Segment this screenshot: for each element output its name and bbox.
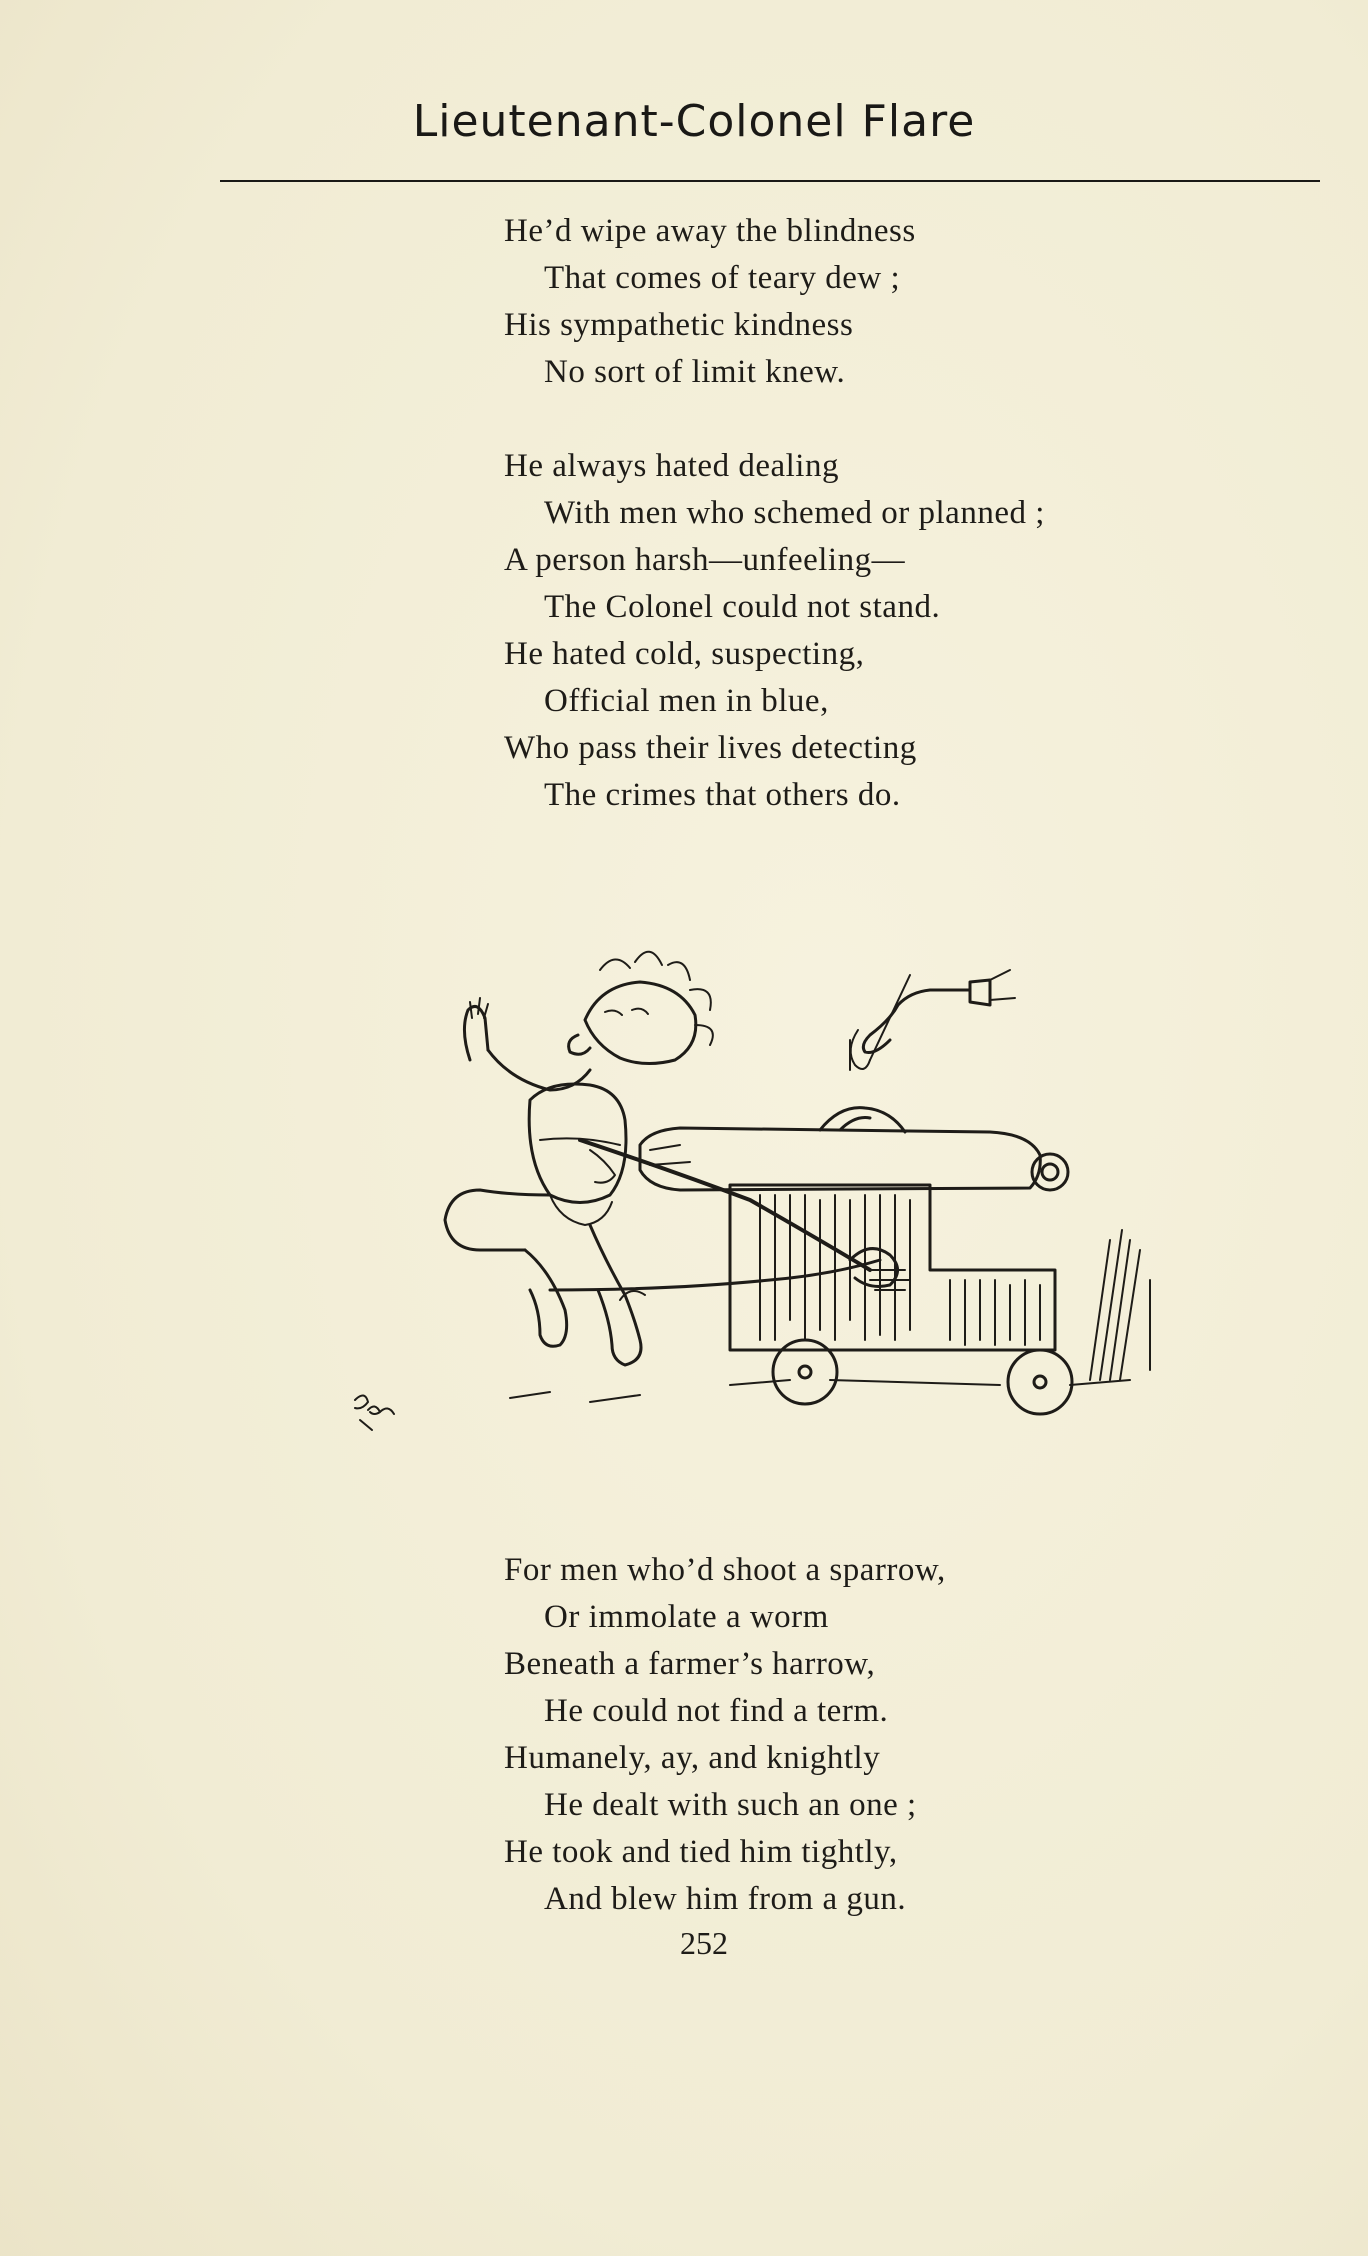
running-title: Lieutenant-Colonel Flare [412,96,976,147]
verse-line: A person harsh—unfeeling— [504,542,906,578]
verse-line: He’d wipe away the blindness [504,213,916,249]
cannon-barrel [640,1108,1068,1190]
verse-line: He always hated dealing [504,448,839,484]
tied-figure [445,952,898,1365]
artist-signature [355,1395,394,1430]
verse-line: He could not find a term. [544,1693,889,1729]
stanza-3 [504,1547,946,1923]
verse-line: His sympathetic kindness [504,307,854,343]
verse-line: No sort of limit knew. [544,354,846,390]
page-number: 252 [680,1925,728,1961]
verse-line: He took and tied him tightly, [504,1834,898,1870]
stanza-2 [504,443,1045,819]
verse-line: Beneath a farmer’s harrow, [504,1646,876,1682]
verse-line: He dealt with such an one ; [544,1787,917,1823]
verse-line: Or immolate a worm [544,1599,829,1635]
header-rule [220,180,1320,182]
verse-line: He hated cold, suspecting, [504,636,865,672]
verse-line: For men who’d shoot a sparrow, [504,1552,946,1588]
cannon-illustration [350,940,1170,1440]
verse-line: Who pass their lives detecting [504,730,917,766]
verse-line: Official men in blue, [544,683,829,719]
verse-line: That comes of teary dew ; [544,260,901,296]
verse-line: With men who schemed or planned ; [544,495,1045,531]
verse-line: And blew him from a gun. [544,1881,907,1917]
verse-line: The crimes that others do. [544,777,901,813]
verse-line: The Colonel could not stand. [544,589,941,625]
verse-line: Humanely, ay, and knightly [504,1740,881,1776]
hand-with-match [850,970,1015,1070]
stanza-1 [504,208,916,396]
hatched-wall [1090,1230,1150,1380]
gun-carriage [730,1185,1055,1350]
